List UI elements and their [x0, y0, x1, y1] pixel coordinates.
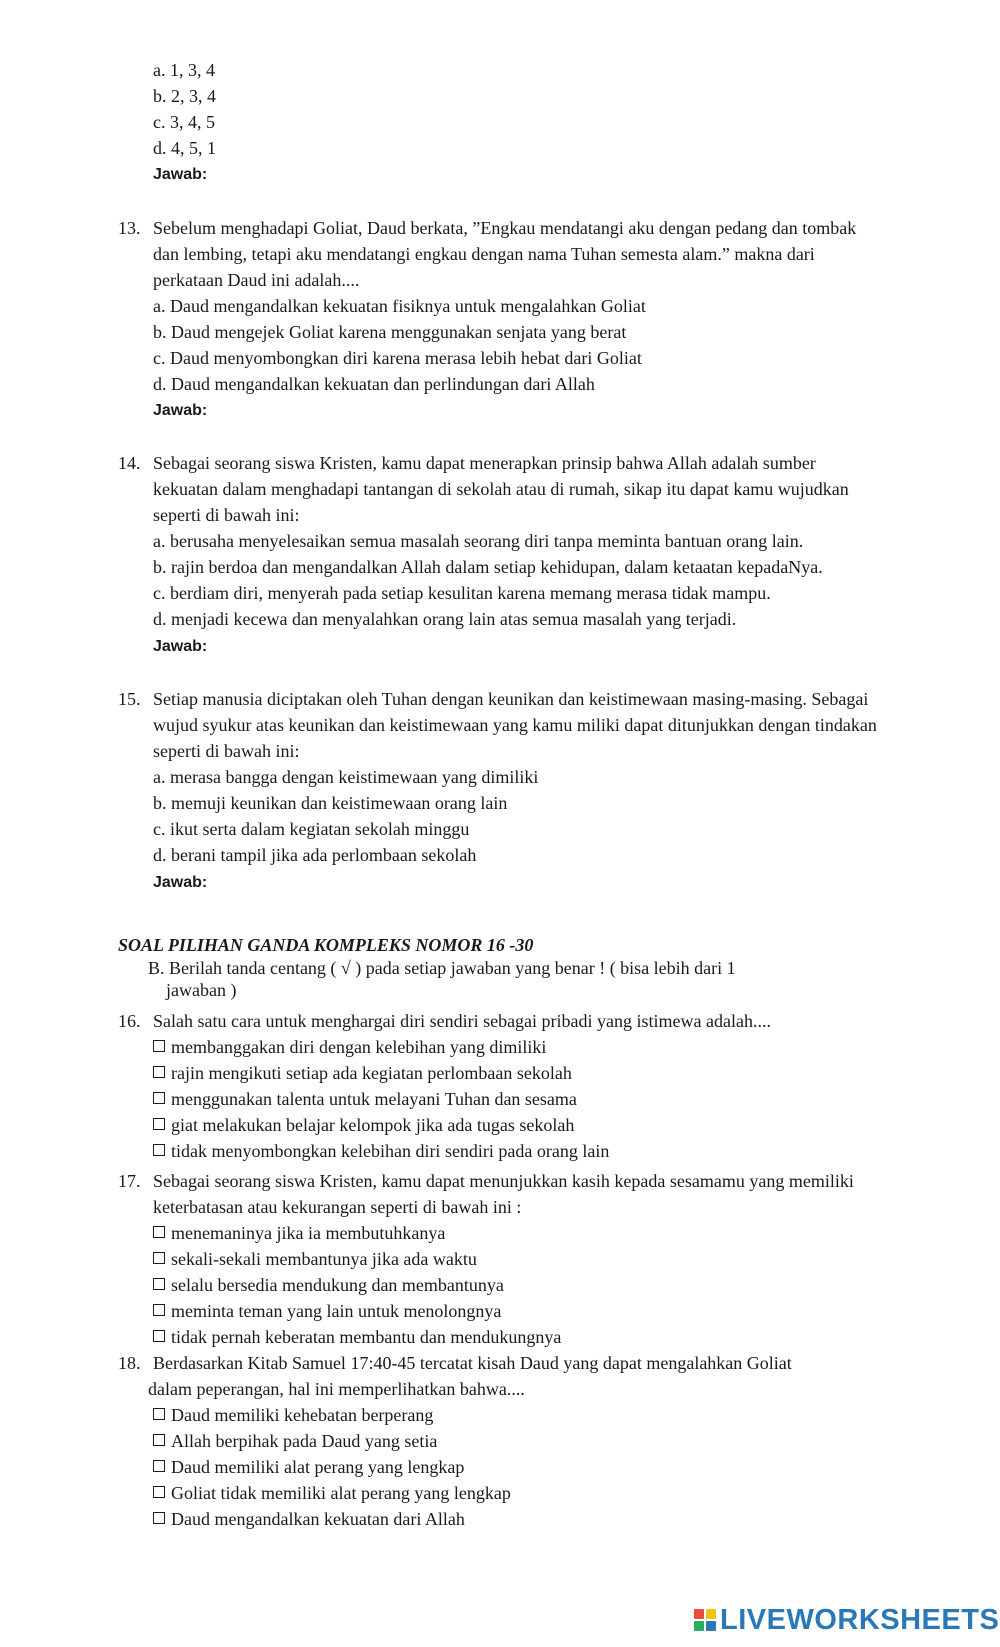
q18-option-5-label: Daud mengandalkan kekuatan dari Allah [171, 1509, 465, 1529]
q13-option-a: a. Daud mengandalkan kekuatan fisiknya untuk mengalahkan Goliat [153, 296, 646, 316]
q16-option-4-label: giat melakukan belajar kelompok jika ada tugas sekolah [171, 1115, 575, 1135]
q17-option-4[interactable] [153, 1300, 501, 1322]
checkbox-icon[interactable] [153, 1066, 165, 1078]
q15-option-a: a. merasa bangga dengan keistimewaan yang dimiliki [153, 767, 539, 787]
q12-option-a: a. 1, 3, 4 [153, 60, 215, 80]
q17-option-2[interactable] [153, 1248, 477, 1270]
q14-option-b: b. rajin berdoa dan mengandalkan Allah dalam setiap kehidupan, dalam ketaatan kepadaNya. [153, 557, 823, 577]
q15-option-b: b. memuji keunikan dan keistimewaan orang lain [153, 793, 508, 813]
q16-text-line1: Salah satu cara untuk menghargai diri sendiri sebagai pribadi yang istimewa adalah.... [153, 1011, 771, 1031]
logo-block-e [706, 1621, 716, 1631]
q15-text-line2: wujud syukur atas keunikan dan keistimewaan yang kamu miliki dapat ditunjukkan dengan tindakan [153, 715, 877, 735]
q14-answer-label: Jawab: [153, 638, 208, 655]
q14-text-line3: seperti di bawah ini: [153, 505, 300, 525]
checkbox-icon[interactable] [153, 1252, 165, 1264]
q15-number: 15. [118, 689, 141, 709]
q13-number: 13. [118, 218, 141, 238]
q18-option-2[interactable] [153, 1430, 437, 1452]
q13-answer-label: Jawab: [153, 402, 208, 419]
q16-number: 16. [118, 1011, 141, 1031]
q16-option-5[interactable] [153, 1140, 609, 1162]
q16-option-3[interactable] [153, 1088, 577, 1110]
checkbox-icon[interactable] [153, 1092, 165, 1104]
q17-option-3[interactable] [153, 1274, 504, 1296]
q12-answer-label: Jawab: [153, 166, 208, 183]
q17-option-1[interactable] [153, 1222, 445, 1244]
q14-text-line2: kekuatan dalam menghadapi tantangan di sekolah atau di rumah, sikap itu dapat kamu wujudkan [153, 479, 849, 499]
q17-option-3-label: selalu bersedia mendukung dan membantunya [171, 1275, 504, 1295]
q15-option-d: d. berani tampil jika ada perlombaan sekolah [153, 845, 477, 865]
checkbox-icon[interactable] [153, 1512, 165, 1524]
q15-option-c: c. ikut serta dalam kegiatan sekolah minggu [153, 819, 470, 839]
logo-blocks-icon [694, 1609, 716, 1631]
q14-option-c: c. berdiam diri, menyerah pada setiap kesulitan karena memang merasa tidak mampu. [153, 583, 771, 603]
q13-text-line2: dan lembing, tetapi aku mendatangi engkau dengan nama Tuhan semesta alam.” makna dari [153, 244, 815, 264]
q12-option-b: b. 2, 3, 4 [153, 86, 216, 106]
checkbox-icon[interactable] [153, 1434, 165, 1446]
q18-number: 18. [118, 1353, 141, 1373]
checkbox-icon[interactable] [153, 1460, 165, 1472]
logo-block-l [694, 1609, 704, 1619]
q18-option-4-label: Goliat tidak memiliki alat perang yang lengkap [171, 1483, 511, 1503]
q16-option-2-label: rajin mengikuti setiap ada kegiatan perlombaan sekolah [171, 1063, 572, 1083]
q14-number: 14. [118, 453, 141, 473]
checkbox-icon[interactable] [153, 1226, 165, 1238]
q15-answer-label: Jawab: [153, 874, 208, 891]
checkbox-icon[interactable] [153, 1330, 165, 1342]
section-title: SOAL PILIHAN GANDA KOMPLEKS NOMOR 16 -30 [118, 935, 534, 955]
q13-text-line3: perkataan Daud ini adalah.... [153, 270, 360, 290]
q18-option-2-label: Allah berpihak pada Daud yang setia [171, 1431, 438, 1451]
liveworksheets-logo[interactable] [694, 1604, 999, 1636]
q18-option-1[interactable] [153, 1404, 433, 1426]
q12-option-d: d. 4, 5, 1 [153, 138, 216, 158]
q16-option-3-label: menggunakan talenta untuk melayani Tuhan dan sesama [171, 1089, 577, 1109]
q13-option-b: b. Daud mengejek Goliat karena menggunakan senjata yang berat [153, 322, 627, 342]
logo-block-i [706, 1609, 716, 1619]
q18-option-5[interactable] [153, 1508, 465, 1530]
q18-text-line2: dalam peperangan, hal ini memperlihatkan bahwa.... [148, 1379, 525, 1399]
checkbox-icon[interactable] [153, 1040, 165, 1052]
q18-option-1-label: Daud memiliki kehebatan berperang [171, 1405, 434, 1425]
q16-option-4[interactable] [153, 1114, 574, 1136]
section-instruction-line1: B. Berilah tanda centang ( √ ) pada setiap jawaban yang benar ! ( bisa lebih dari 1 [148, 958, 736, 978]
q16-option-5-label: tidak menyombongkan kelebihan diri sendiri pada orang lain [171, 1141, 610, 1161]
q13-text-line1: Sebelum menghadapi Goliat, Daud berkata, ”Engkau mendatangi aku dengan pedang dan tombak [153, 218, 857, 238]
q14-option-d: d. menjadi kecewa dan menyalahkan orang lain atas semua masalah yang terjadi. [153, 609, 737, 629]
q13-option-d: d. Daud mengandalkan kekuatan dan perlindungan dari Allah [153, 374, 595, 394]
checkbox-icon[interactable] [153, 1408, 165, 1420]
q18-option-3[interactable] [153, 1456, 464, 1478]
checkbox-icon[interactable] [153, 1304, 165, 1316]
checkbox-icon[interactable] [153, 1144, 165, 1156]
checkbox-icon[interactable] [153, 1278, 165, 1290]
q18-option-3-label: Daud memiliki alat perang yang lengkap [171, 1457, 465, 1477]
q13-option-c: c. Daud menyombongkan diri karena merasa lebih hebat dari Goliat [153, 348, 642, 368]
q12-option-c: c. 3, 4, 5 [153, 112, 215, 132]
q17-option-2-label: sekali-sekali membantunya jika ada waktu [171, 1249, 477, 1269]
q15-text-line3: seperti di bawah ini: [153, 741, 300, 761]
q17-number: 17. [118, 1171, 141, 1191]
q17-option-5[interactable] [153, 1326, 561, 1348]
q16-option-1[interactable] [153, 1036, 546, 1058]
q18-text-line1: Berdasarkan Kitab Samuel 17:40-45 tercatat kisah Daud yang dapat mengalahkan Goliat [153, 1353, 792, 1373]
q17-option-4-label: meminta teman yang lain untuk menolongnya [171, 1301, 502, 1321]
logo-text: LIVEWORKSHEETS [720, 1603, 1000, 1636]
checkbox-icon[interactable] [153, 1118, 165, 1130]
logo-block-v [694, 1621, 704, 1631]
q15-text-line1: Setiap manusia diciptakan oleh Tuhan dengan keunikan dan keistimewaan masing-masing. Sebagai [153, 689, 869, 709]
q18-option-4[interactable] [153, 1482, 511, 1504]
q17-text-line2: keterbatasan atau kekurangan seperti di bawah ini : [153, 1197, 522, 1217]
q17-option-1-label: menemaninya jika ia membutuhkanya [171, 1223, 446, 1243]
q14-option-a: a. berusaha menyelesaikan semua masalah seorang diri tanpa meminta bantuan orang lain. [153, 531, 804, 551]
q14-text-line1: Sebagai seorang siswa Kristen, kamu dapat menerapkan prinsip bahwa Allah adalah sumber [153, 453, 816, 473]
q17-option-5-label: tidak pernah keberatan membantu dan mendukungnya [171, 1327, 562, 1347]
q17-text-line1: Sebagai seorang siswa Kristen, kamu dapat menunjukkan kasih kepada sesamamu yang memiliki [153, 1171, 854, 1191]
section-instruction-line2: jawaban ) [166, 980, 237, 1000]
checkbox-icon[interactable] [153, 1486, 165, 1498]
q16-option-1-label: membanggakan diri dengan kelebihan yang dimiliki [171, 1037, 547, 1057]
q16-option-2[interactable] [153, 1062, 572, 1084]
